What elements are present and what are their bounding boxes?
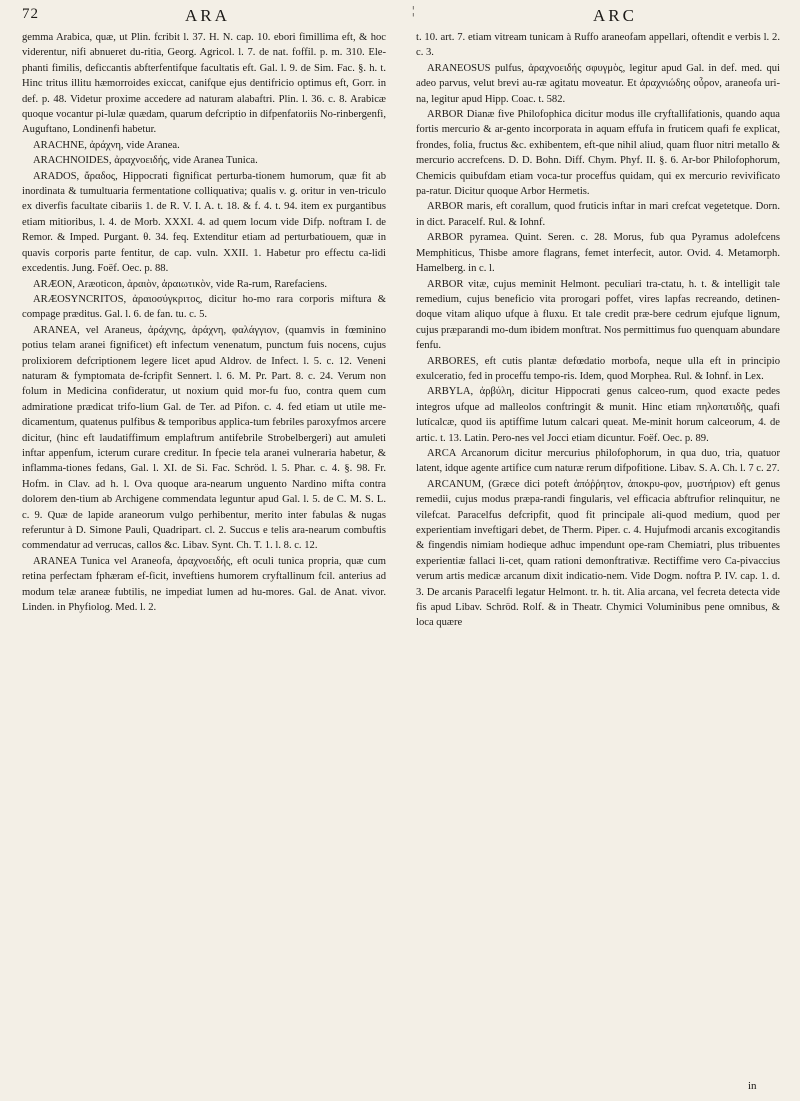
entry-arachnoides: ARACHNOIDES, ἀραχνοειδής, vide Aranea Tunica. [33,155,258,167]
entry-arbores: ARBORES, eft cutis plantæ defœdatio morbofa, neque ulla eft in principio exulceratio, fed in proceffu tempo-ris. Idem, quod Morphea. Rul. & Iohnf. in Lex. [416,355,780,382]
entry-arbor-dianae: ARBOR Dianæ five Philofophica dicitur modus ille cryftallifationis, quando aqua fortis mercurio & ar-gento incorporata in aquam effufa in fruticem quafi fe explicat, frondes, folia, fructus &c. exhibentem, eft-que nihil aliud, quam fluor nitri metallo & mercurio accrefcens. D. D. Bohn. Diff. Chym. Phyf. II. §. 6. Ar-bor Philofophorum, Chemicis quibufdam etiam voca-tur proceffus quidam, qui ex mercurio revivificato pa-ratur. Dicitur quoque Arbor Hermetis. [416,109,780,198]
entry-arbor-maris: ARBOR maris, eft corallum, quod fruticis inftar in mari crefcat vegetetque. Dorn. in dict. Paracelf. Rul. & Iohnf. [416,201,780,228]
page-number: 72 [22,6,39,22]
signature-catchword: in [748,1080,757,1092]
running-head-left: ARA [185,6,230,25]
running-head-right: ARC [593,6,637,25]
entry-arbor-vitae: ARBOR vitæ, cujus meminit Helmont. peculiari tra-ctatu, h. t. & intelligit tale remedium, cujus beneficio vita prorogari poffet, vires lapfas recreando, detinen-doque vitam aliquo ufque à fluxu. Et tale credit præ-bere cedrum ejufque lignum, cujus præparandi mo-dum ibidem monftrat. Nos permittimus fuo quenquam abundare fenfu. [416,278,780,352]
entry-aranea: ARANEA, vel Araneus, ἀράχνης, ἀράχνη, φαλάγγιον, (quamvis in fœminino potius telam aranei fignificet) eft infectum venenatum, punctum fuis nocens, cujus prolixiorem defcriptionem legere licet apud Aldrov. de Infect. l. 5. c. 12. Veneni naturam & fymptomata de-fcripfit Sennert. l. 6. M. Pr. Part. 8. c. 24. Verum non folum in Medicina confideratur, ut noxium quid mor-fu fuo, contra quem cum admiratione prædicat trifo-lium Gal. de Ter. ad Pifon. c. 4. fed etiam ut utile me-dicamentum, quatenus pulfibus & temporibus applica-tum febriles paroxyfmos arcere dicitur, (hinc eft laudatiffimum emplaftrum antifebrile Strobelbergeri) aut amuleti inftar appenfum, icterum curare creditur. In fpecie tela aranei vulneraria habetur, & inflamma-tiones fedans, Gal. l. XI. de Si. Fac. Schröd. l. 5. Phar. c. 4. §. 98. Fr. Hofm. in Clav. ad h. l. Ova quoque ara-nearum unguento Nardino mifta contra dolorem den-tium ab Archigene commendata leguntur apud Gal. l. 5. de C. M. S. L. c. 9. Quæ de lapide araneorum vulgo perhibentur, merito inter fabulas & nugas referuntur à D. Simone Pauli, Quadripart. cl. 2. Succus e telis ara-nearum combuftis commendatur ad verrucas, callos &c. Libav. Synt. Ch. T. 1. l. 8. c. 12. [22,324,386,552]
entry-continuation: t. 10. art. 7. etiam vitream tunicam à Ruffo araneofam appellari, oftendit e verbis l. 2. c. 3. [416,32,780,59]
entry-araeon: ARÆON, Aræoticon, ἀραιὸν, ἀραιωτικὸν, vide Ra-rum, Rarefaciens. [33,278,328,290]
entry-arachne: ARACHNE, ἀράχνη, vide Aranea. [33,139,180,151]
entry-arca-arcanorum: ARCA Arcanorum dicitur mercurius philofophorum, in qua duo, tria, quatuor latent, idque agente artifice cum naturæ rerum difpofitione. Libav. S. A. Ch. l. 7 c. 27. [416,447,780,475]
entry-gemma-arabica: gemma Arabica, quæ, ut Plin. fcribit l. 37. H. N. cap. 10. ebori fimillima eft, & hoc viderentur, nifi abnueret du-ritia, Georg. Agricol. l. 7. de nat. foffil. p. m. 310. Ele-phanti fimilis, deficcantis abfterfentifque facultatis eft. Gal. l. 9. de Sim. Fac. §. h. t. Hinc tritus illitu hæmorroides exiccat, canifque ejus dentifricio optimus eft, Gorr. in def. p. 48. Videtur proxime accedere ad naturam alabaftri. Plin. l. 36. c. 8. Arabicæ quoque vocantur pi-lulæ quædam, quarum defcriptio in difpenfatoriis No-rinbergenfi, Auguftano, Londinenfi habetur. [22,32,386,136]
entry-arbyla: ARBYLA, ἀρβύλη, dicitur Hippocrati genus calceo-rum, quod exacte pedes integros ufque ad malleolos conftringit & munit. Hinc etiam πηλοπατιδῆς, quafi lutícalcæ, quod iis aptiffime lutum calcari queat. Me-minit horum calceorum, 4. de artic. t. 13. Latin. Pero-nes vel Jocci etiam dicuntur. Foëf. Oec. p. 89. [416,386,780,444]
entry-arbor-pyramea: ARBOR pyramea. Quint. Seren. c. 28. Morus, fub qua Pyramus adolefcens Memphiticus, Thisbe amore flagrans, femet interfecit, autor. Ovid. 4. Metamorph. Hamelberg. in c. l. [416,232,780,275]
entry-arcanum: ARCANUM, (Græce dici poteft ἀπόῤῥητον, ἀποκρυ-φον, μυστήριον) eft genus remedii, cujus modus præpa-randi fingularis, vel efficacia abftrufior relinquitur, ne vilefcat. Paracelfus defcripfit, quod fit principale ali-quod medium, quod per experientiam inveftigari debet, de Therm. Piper. c. 4. Hujufmodi arcanis excogitandis & fingendis nimiam hodieque adhuc impendunt ope-ram Chemiatri, plus tribuentes experientiæ fallaci li-cet, quam rationi demonftrativæ. Rectiffime vero Ca-pivaccius verum artis medicæ arcanum dixit indicatio-nem. Vide Dogm. noftra P. IV. cap. 1. d. 3. De arcanis Paracelfi legatur Helmont. tr. h. tit. Alia arcana, vel fecreta detecta vide fis apud Libav. Schröd. Rolf. & in Theatr. Chymici Voluminibus pene omnibus, & loca quære [416,478,780,629]
right-column [416,30,780,1090]
center-mark: ¦ [412,3,416,17]
left-column [22,30,386,1090]
entry-araneosus: ARANEOSUS pulfus, ἀραχνοειδής σφυγμὸς, legitur apud Gal. in def. med. qui adeo parvus, velut brevi au-ræ agitatu moveatur. Et ἀραχνιώδης οὖρον, araneofa uri-na, legitur apud Hipp. Coac. t. 582. [416,62,780,105]
entry-araeosyncritos: ARÆOSYNCRITOS, ἀραιοσύγκριτος, dicitur ho-mo rara corporis miftura & compage præditus. Gal. l. 6. de fan. tu. c. 5. [22,293,386,321]
entry-arados: ARADOS, ἄραδος, Hippocrati fignificat perturba-tionem humorum, quæ fit ab inordinata & tumultuaria fermentatione colliquativa; qualis v. g. oritur in ven-triculo ex diverfis facultate cibariis 1. de R. V. I. A. t. 18. & f. 4. t. 94. item ex purgantibus etiam mitioribus, l. 4. de Morb. XXXI. 4. ad quem locum vide Difp. noftram I. de Remor. & Imped. Purgant. θ. 34. feq. Extenditur etiam ad perturbatiouem, quæ in quavis corporis parte fentitur, de cap. vuln. XXII. 1. Habetur pro effectu ca-lidi excedentis. Jung. Foëf. Oec. p. 88. [22,170,386,275]
entry-aranea-tunica: ARANEA Tunica vel Araneofa, ἀραχνοειδής, eft oculi tunica propria, quæ cum retina perfectam fphæram ef-ficit, inveftiens humorem cryftallinum fcil. anterius ad modum telæ araneæ fubtilis, ne impediat lumen ad hu-mores. Gal. de Anat. vivor. Linden. in Phyfiolog. Med. l. 2. [22,555,386,614]
